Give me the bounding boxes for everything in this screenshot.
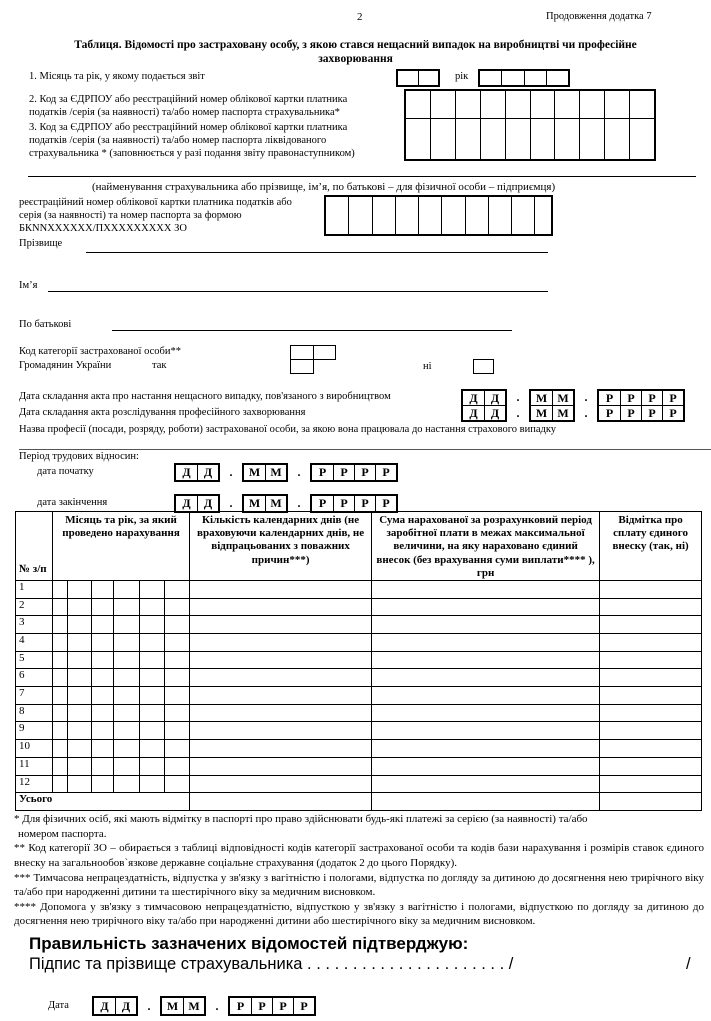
citizen-yes-checkbox[interactable]	[290, 359, 314, 374]
date-separator: .	[229, 496, 233, 510]
row-number: 9	[16, 722, 53, 740]
year-cell[interactable]	[92, 598, 114, 616]
reg-number-label-1: реєстраційний номер облікової картки платника податків або	[19, 197, 292, 208]
year-label: рік	[455, 71, 469, 82]
year-cell[interactable]	[140, 704, 165, 722]
table-header-row	[16, 512, 702, 581]
employment-period-label: Період трудових відносин:	[19, 451, 139, 462]
reg-number-label-2: серія (за наявності) та номер паспорта за формою	[19, 210, 242, 221]
mark-cell[interactable]	[600, 704, 702, 722]
page-number: 2	[357, 11, 363, 23]
patronymic-label: По батькові	[19, 319, 72, 330]
month-cell[interactable]	[68, 634, 92, 652]
total-label: Усього	[16, 793, 190, 811]
category-code-label: Код категорії застрахованої особи**	[19, 346, 181, 357]
day-digit-1[interactable]: Д	[469, 405, 478, 420]
month-cell[interactable]	[53, 580, 68, 598]
table-row	[16, 687, 702, 705]
footnote-4: **** Допомога у зв'язку з тимчасовою непрацездатністю, відпусткою у зв'язку з вагітністю і пологами, відпусткою по догляду за дитиною до досягнення нею трирічного віку та/або при народженні дитини або шестирічного віку за медичним висновком.	[14, 900, 704, 928]
disease-act-date-label: Дата складання акта розслідування професійного захворювання	[19, 407, 306, 418]
category-code-cell-2[interactable]	[313, 345, 336, 360]
year-digit-4[interactable]: Р	[293, 998, 314, 1014]
month-cell[interactable]	[53, 651, 68, 669]
days-cell[interactable]	[190, 687, 372, 705]
insurer-name-line[interactable]	[28, 176, 696, 177]
year-digit-2[interactable]: Р	[620, 391, 641, 405]
days-cell[interactable]	[190, 775, 372, 793]
table-row	[16, 616, 702, 634]
month-cell[interactable]	[68, 775, 92, 793]
year-digit-4[interactable]: Р	[375, 496, 396, 511]
date-separator: .	[516, 390, 520, 404]
year-cell[interactable]	[165, 740, 190, 758]
year-digit-2[interactable]: Р	[333, 496, 354, 511]
year-cell[interactable]	[165, 687, 190, 705]
citizen-no-checkbox[interactable]	[473, 359, 494, 374]
year-cell[interactable]	[140, 722, 165, 740]
mark-cell[interactable]	[600, 616, 702, 634]
year-digit-3[interactable]: Р	[272, 998, 293, 1014]
sum-cell[interactable]	[372, 704, 600, 722]
total-sum-cell[interactable]	[372, 793, 600, 811]
date-separator: .	[215, 998, 219, 1013]
liquidated-edrpou-label-1: 3. Код за ЄДРПОУ або реєстраційний номер облікової картки платника	[29, 122, 348, 133]
year-cell[interactable]	[114, 669, 140, 687]
liquidated-edrpou-label-3: страхувальника * (заповнюється у разі подання звіту правонаступником)	[29, 148, 355, 159]
month-digit-1[interactable]: М	[248, 496, 261, 510]
day-digit-1[interactable]: Д	[182, 465, 191, 479]
days-cell[interactable]	[190, 651, 372, 669]
month-cell[interactable]	[68, 722, 92, 740]
days-cell[interactable]	[190, 722, 372, 740]
year-cell[interactable]	[165, 598, 190, 616]
mark-cell[interactable]	[600, 775, 702, 793]
month-digit-2[interactable]: М	[265, 465, 286, 480]
liquidated-edrpou-label-2: податків /серія (за наявності) та/або номер паспорта ліквідованого	[29, 135, 327, 146]
mark-cell[interactable]	[600, 669, 702, 687]
day-digit-2[interactable]: Д	[484, 406, 505, 420]
year-cell[interactable]	[114, 580, 140, 598]
month-cell[interactable]	[68, 757, 92, 775]
report-month-input[interactable]	[396, 69, 440, 87]
row-number: 8	[16, 704, 53, 722]
year-cell[interactable]	[165, 580, 190, 598]
days-cell[interactable]	[190, 740, 372, 758]
days-cell[interactable]	[190, 704, 372, 722]
footnote-1-cont: номером паспорта.	[18, 827, 107, 840]
sum-cell[interactable]	[372, 616, 600, 634]
year-cell[interactable]	[140, 580, 165, 598]
col-header-days: Кількість календарних днів (не враховуючи календарних днів, не відпрацьованих з поважних причин***)	[190, 512, 372, 581]
edrpou-input[interactable]	[404, 89, 656, 119]
year-cell[interactable]	[165, 669, 190, 687]
citizen-label: Громадянин України	[19, 360, 112, 371]
page-title: Таблиця. Відомості про застраховану особу, з якою стався нещасний випадок на виробництві чи професійне	[74, 39, 637, 51]
month-cell[interactable]	[68, 580, 92, 598]
day-digit-2[interactable]: Д	[484, 391, 505, 405]
year-cell[interactable]	[165, 722, 190, 740]
row-number: 6	[16, 669, 53, 687]
year-cell[interactable]	[92, 722, 114, 740]
month-cell[interactable]	[53, 740, 68, 758]
month-cell[interactable]	[53, 616, 68, 634]
citizen-no-label: ні	[423, 361, 432, 372]
footnote-1: * Для фізичних осіб, які мають відмітку в паспорті про право здійснювати будь-які платежі за серією (за наявності) та/або	[14, 813, 588, 825]
year-cell[interactable]	[92, 775, 114, 793]
col-header-sum: Сума нарахованої за розрахунковий період заробітної плати в межах максимальної величини, на яку нараховано єдиний внесок (без врахування суми виплати**** ), грн	[372, 512, 600, 581]
year-cell[interactable]	[114, 704, 140, 722]
month-digit-1[interactable]: М	[535, 405, 548, 420]
year-digit-1[interactable]: Р	[318, 465, 327, 479]
accruals-table	[15, 511, 702, 811]
year-digit-3[interactable]: Р	[641, 391, 662, 405]
sum-cell[interactable]	[372, 740, 600, 758]
mark-cell[interactable]	[600, 634, 702, 652]
month-cell[interactable]	[53, 757, 68, 775]
month-cell[interactable]	[53, 722, 68, 740]
table-row	[16, 704, 702, 722]
month-cell[interactable]	[68, 651, 92, 669]
col-header-num: № з/п	[16, 512, 53, 581]
accident-act-date-input[interactable]	[461, 389, 685, 406]
table-row	[16, 580, 702, 598]
table-row	[16, 722, 702, 740]
year-cell[interactable]	[165, 634, 190, 652]
table-row	[16, 757, 702, 775]
total-mark-cell[interactable]	[600, 793, 702, 811]
reg-number-label-3: БКNNXXXXXX/ПXXXXXXXXX ЗО	[19, 223, 187, 234]
surname-line[interactable]	[86, 252, 548, 253]
footnotes	[14, 812, 704, 929]
year-digit-2[interactable]: Р	[251, 998, 272, 1014]
days-cell[interactable]	[190, 757, 372, 775]
row-number: 5	[16, 651, 53, 669]
month-cell[interactable]	[53, 775, 68, 793]
month-digit-1[interactable]: М	[166, 998, 179, 1013]
year-cell[interactable]	[140, 634, 165, 652]
year-cell[interactable]	[92, 651, 114, 669]
table-row	[16, 775, 702, 793]
citizen-yes-label: так	[152, 360, 167, 371]
row-number: 11	[16, 757, 53, 775]
day-digit-2[interactable]: Д	[197, 496, 218, 511]
accident-act-date-label: Дата складання акта про настання нещасного випадку, пов'язаного з виробництвом	[19, 391, 391, 402]
year-cell[interactable]	[140, 669, 165, 687]
row-number: 3	[16, 616, 53, 634]
sum-cell[interactable]	[372, 775, 600, 793]
year-cell[interactable]	[140, 598, 165, 616]
year-digit-1[interactable]: Р	[318, 496, 327, 510]
insurer-caption: (найменування страхувальника або прізвище, ім’я, по батькові – для фізичної особи – підприємця)	[92, 181, 556, 193]
reg-number-input[interactable]	[324, 195, 553, 236]
sum-cell[interactable]	[372, 580, 600, 598]
day-digit-2[interactable]: Д	[115, 998, 136, 1014]
year-cell[interactable]	[92, 580, 114, 598]
year-digit-1[interactable]: Р	[605, 405, 614, 420]
confirmation-title: Правильність зазначених відомостей підтверджую:	[29, 934, 469, 953]
mark-cell[interactable]	[600, 740, 702, 758]
days-cell[interactable]	[190, 669, 372, 687]
year-digit-2[interactable]: Р	[620, 406, 641, 420]
sum-cell[interactable]	[372, 634, 600, 652]
month-cell[interactable]	[68, 669, 92, 687]
year-cell[interactable]	[165, 704, 190, 722]
end-date-label: дата закінчення	[37, 497, 108, 508]
year-digit-4[interactable]: Р	[375, 465, 396, 480]
table-row	[16, 669, 702, 687]
mark-cell[interactable]	[600, 687, 702, 705]
year-digit-2[interactable]: Р	[333, 465, 354, 480]
footnote-3: *** Тимчасова непрацездатність, відпустка у зв'язку з вагітністю і пологами, відпустка по догляду за дитиною до досягнення нею трирічного віку та/або при народженні дитини та шестирічного віку за медичним висновком.	[14, 871, 704, 899]
mark-cell[interactable]	[600, 580, 702, 598]
month-cell[interactable]	[68, 687, 92, 705]
date-label: Дата	[48, 1000, 69, 1011]
row-number: 4	[16, 634, 53, 652]
name-line[interactable]	[48, 291, 548, 292]
year-digit-3[interactable]: Р	[641, 406, 662, 420]
start-date-input[interactable]	[174, 463, 398, 482]
month-cell[interactable]	[68, 704, 92, 722]
year-cell[interactable]	[165, 775, 190, 793]
patronymic-line[interactable]	[112, 330, 512, 331]
mark-cell[interactable]	[600, 757, 702, 775]
year-digit-3[interactable]: Р	[354, 465, 375, 480]
month-digit-1[interactable]: М	[535, 390, 548, 405]
date-separator: .	[147, 998, 151, 1013]
month-digit-2[interactable]: М	[552, 391, 573, 405]
sum-cell[interactable]	[372, 669, 600, 687]
col-header-month-year: Місяць та рік, за який проведено нарахування	[53, 512, 190, 581]
month-digit-2[interactable]: М	[265, 496, 286, 511]
profession-line[interactable]	[19, 449, 711, 450]
start-date-label: дата початку	[37, 466, 94, 477]
date-separator: .	[584, 406, 588, 420]
date-separator: .	[516, 406, 520, 420]
year-digit-1[interactable]: Р	[236, 998, 245, 1013]
month-cell[interactable]	[68, 598, 92, 616]
edrpou-label-1: 2. Код за ЄДРПОУ або реєстраційний номер облікової картки платника	[29, 94, 348, 105]
year-cell[interactable]	[114, 722, 140, 740]
year-digit-4[interactable]: Р	[662, 406, 683, 420]
liquidated-edrpou-input[interactable]	[404, 118, 656, 161]
row-number: 1	[16, 580, 53, 598]
year-cell[interactable]	[114, 616, 140, 634]
sum-cell[interactable]	[372, 757, 600, 775]
sum-cell[interactable]	[372, 598, 600, 616]
year-cell[interactable]	[165, 757, 190, 775]
col-header-mark: Відмітка про сплату єдиного внеску (так, ні)	[600, 512, 702, 581]
disease-act-date-input[interactable]	[461, 405, 685, 422]
profession-label: Назва професії (посади, розряду, роботи) застрахованої особи, за якою вона працювала до настання страхового випадку	[19, 424, 557, 435]
row-number: 12	[16, 775, 53, 793]
year-cell[interactable]	[140, 757, 165, 775]
days-cell[interactable]	[190, 580, 372, 598]
year-cell[interactable]	[114, 775, 140, 793]
year-cell[interactable]	[140, 687, 165, 705]
year-digit-4[interactable]: Р	[662, 391, 683, 405]
mark-cell[interactable]	[600, 651, 702, 669]
edrpou-label-2: податків /серія (за наявності) та/або номер паспорта страхувальника*	[29, 107, 340, 118]
year-cell[interactable]	[114, 651, 140, 669]
days-cell[interactable]	[190, 616, 372, 634]
year-cell[interactable]	[114, 598, 140, 616]
date-separator: .	[229, 465, 233, 479]
day-digit-1[interactable]: Д	[100, 998, 109, 1013]
month-cell[interactable]	[68, 740, 92, 758]
continuation-label: Продовження додатка 7	[546, 11, 652, 22]
report-month-label: 1. Місяць та рік, у якому подається звіт	[29, 71, 205, 82]
year-cell[interactable]	[92, 616, 114, 634]
month-cell[interactable]	[53, 687, 68, 705]
days-cell[interactable]	[190, 598, 372, 616]
page-title-cont: захворювання	[318, 53, 393, 65]
table-total-row	[16, 793, 702, 811]
report-year-input[interactable]	[478, 69, 570, 87]
year-cell[interactable]	[92, 669, 114, 687]
day-digit-2[interactable]: Д	[197, 465, 218, 480]
year-cell[interactable]	[140, 775, 165, 793]
footnote-2: ** Код категорії ЗО – обирається з таблиці відповідності кодів категорії застрахованої особи та кодів бази нарахування і розмірів ставок єдиного внеску на загальнообов`язкове державне соціальне страхування (додаток 2 до цього Порядку).	[14, 842, 704, 869]
day-digit-1[interactable]: Д	[469, 390, 478, 405]
month-cell[interactable]	[53, 669, 68, 687]
date-separator: .	[297, 496, 301, 510]
month-digit-2[interactable]: М	[552, 406, 573, 420]
year-cell[interactable]	[114, 687, 140, 705]
sum-cell[interactable]	[372, 651, 600, 669]
month-digit-1[interactable]: М	[248, 465, 261, 479]
year-cell[interactable]	[114, 740, 140, 758]
year-cell[interactable]	[140, 740, 165, 758]
category-code-cell-1[interactable]	[290, 345, 314, 360]
date-separator: .	[584, 390, 588, 404]
year-cell[interactable]	[165, 651, 190, 669]
table-row	[16, 740, 702, 758]
mark-cell[interactable]	[600, 722, 702, 740]
table-row	[16, 598, 702, 616]
sum-cell[interactable]	[372, 687, 600, 705]
row-number: 10	[16, 740, 53, 758]
year-cell[interactable]	[92, 704, 114, 722]
month-cell[interactable]	[53, 634, 68, 652]
sum-cell[interactable]	[372, 722, 600, 740]
month-cell[interactable]	[68, 616, 92, 634]
table-row	[16, 634, 702, 652]
year-cell[interactable]	[140, 616, 165, 634]
year-cell[interactable]	[165, 616, 190, 634]
day-digit-1[interactable]: Д	[182, 496, 191, 510]
year-digit-3[interactable]: Р	[354, 496, 375, 511]
year-cell[interactable]	[92, 740, 114, 758]
signature-date-input[interactable]	[92, 996, 316, 1016]
year-cell[interactable]	[92, 634, 114, 652]
month-cell[interactable]	[53, 598, 68, 616]
year-cell[interactable]	[114, 634, 140, 652]
surname-label: Прізвище	[19, 238, 63, 249]
month-cell[interactable]	[53, 704, 68, 722]
row-number: 2	[16, 598, 53, 616]
name-label: Ім’я	[19, 280, 38, 291]
year-cell[interactable]	[114, 757, 140, 775]
mark-cell[interactable]	[600, 598, 702, 616]
total-days-cell[interactable]	[190, 793, 372, 811]
signature-end-slash: /	[686, 955, 691, 973]
year-cell[interactable]	[92, 687, 114, 705]
days-cell[interactable]	[190, 634, 372, 652]
month-digit-2[interactable]: М	[183, 998, 204, 1014]
signature-line[interactable]: Підпис та прізвище страхувальника . . . . . . . . . . . . . . . . . . . . . . /	[29, 955, 514, 973]
table-row	[16, 651, 702, 669]
year-cell[interactable]	[140, 651, 165, 669]
year-digit-1[interactable]: Р	[605, 390, 614, 405]
date-separator: .	[297, 465, 301, 479]
row-number: 7	[16, 687, 53, 705]
year-cell[interactable]	[92, 757, 114, 775]
